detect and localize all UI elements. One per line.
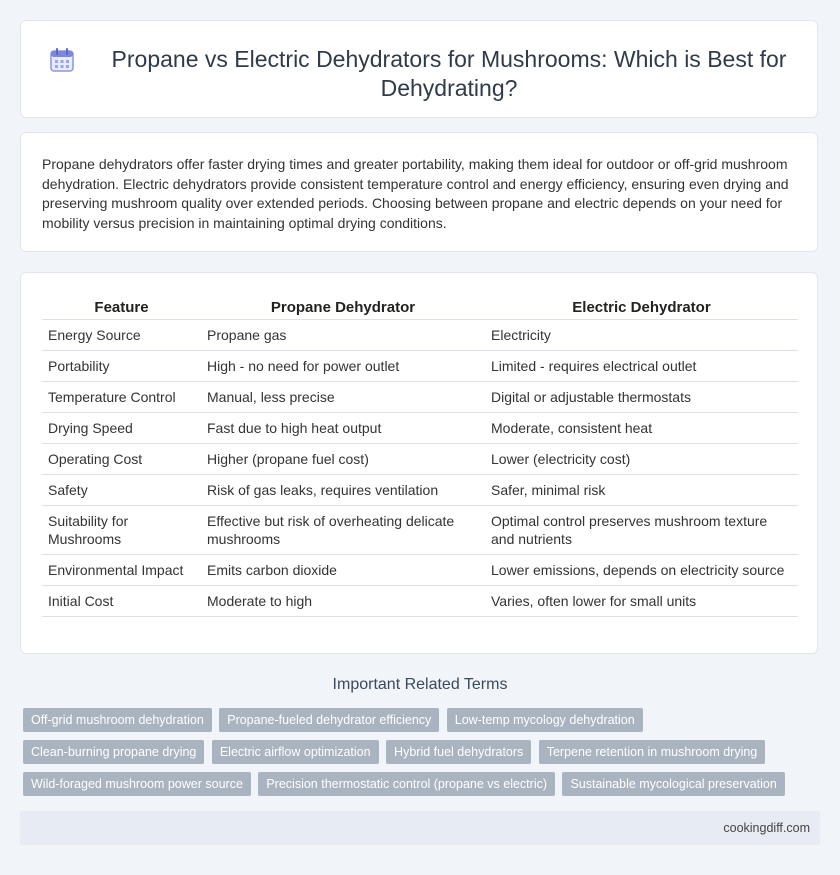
propane-cell: Effective but risk of overheating delicate mushrooms (201, 506, 485, 555)
related-terms-list (23, 708, 813, 804)
related-terms-heading: Important Related Terms (332, 676, 508, 693)
electric-cell: Optimal control preserves mushroom texture and nutrients (485, 506, 798, 555)
table-row (42, 475, 798, 506)
footer-site-link[interactable]: cookingdiff.com (723, 821, 810, 835)
propane-cell: Propane gas (201, 320, 485, 351)
propane-cell: Moderate to high (201, 586, 485, 617)
propane-cell: High - no need for power outlet (201, 351, 485, 382)
table-row (42, 586, 798, 617)
feature-cell: Suitability for Mushrooms (42, 506, 201, 555)
related-term-tag[interactable]: Clean-burning propane drying (23, 740, 204, 764)
intro-paragraph: Propane dehydrators offer faster drying times and greater portability, making them ideal for outdoor or off-grid mushroom dehydration. Electric dehydrators provide consistent temperature control and energy efficiency, ensuring even drying and preserving mushroom quality over extended periods. Choosing between propane and electric depends on your need for mobility versus precision in maintaining optimal drying conditions. (42, 156, 789, 231)
feature-cell: Temperature Control (42, 382, 201, 413)
related-term-tag[interactable]: Low-temp mycology dehydration (447, 708, 643, 732)
feature-cell: Operating Cost (42, 444, 201, 475)
feature-cell: Safety (42, 475, 201, 506)
table-header-row (42, 297, 798, 320)
related-term-tag[interactable]: Wild-foraged mushroom power source (23, 772, 251, 796)
table-row (42, 382, 798, 413)
table-row (42, 320, 798, 351)
electric-cell: Moderate, consistent heat (485, 413, 798, 444)
calendar-icon (49, 47, 75, 73)
table-row (42, 555, 798, 586)
electric-cell: Lower (electricity cost) (485, 444, 798, 475)
propane-cell: Fast due to high heat output (201, 413, 485, 444)
header-electric: Electric Dehydrator (485, 297, 798, 320)
intro-card (20, 132, 818, 252)
table-row (42, 506, 798, 555)
related-term-tag[interactable]: Electric airflow optimization (212, 740, 379, 764)
footer (20, 811, 820, 845)
electric-cell: Lower emissions, depends on electricity source (485, 555, 798, 586)
electric-cell: Limited - requires electrical outlet (485, 351, 798, 382)
feature-cell: Drying Speed (42, 413, 201, 444)
table-row (42, 351, 798, 382)
feature-cell: Initial Cost (42, 586, 201, 617)
feature-cell: Environmental Impact (42, 555, 201, 586)
related-term-tag[interactable]: Sustainable mycological preservation (562, 772, 784, 796)
table-row (42, 444, 798, 475)
feature-cell: Energy Source (42, 320, 201, 351)
related-term-tag[interactable]: Terpene retention in mushroom drying (539, 740, 766, 764)
table-row (42, 413, 798, 444)
electric-cell: Safer, minimal risk (485, 475, 798, 506)
propane-cell: Higher (propane fuel cost) (201, 444, 485, 475)
comparison-card (20, 272, 818, 654)
electric-cell: Digital or adjustable thermostats (485, 382, 798, 413)
electric-cell: Varies, often lower for small units (485, 586, 798, 617)
propane-cell: Risk of gas leaks, requires ventilation (201, 475, 485, 506)
header-propane: Propane Dehydrator (201, 297, 485, 320)
comparison-table (42, 297, 798, 617)
related-term-tag[interactable]: Hybrid fuel dehydrators (386, 740, 531, 764)
electric-cell: Electricity (485, 320, 798, 351)
propane-cell: Emits carbon dioxide (201, 555, 485, 586)
related-term-tag[interactable]: Off-grid mushroom dehydration (23, 708, 212, 732)
title-card (20, 20, 818, 118)
propane-cell: Manual, less precise (201, 382, 485, 413)
page-title: Propane vs Electric Dehydrators for Mushrooms: Which is Best for Dehydrating? (111, 46, 787, 101)
related-term-tag[interactable]: Propane-fueled dehydrator efficiency (219, 708, 439, 732)
feature-cell: Portability (42, 351, 201, 382)
related-term-tag[interactable]: Precision thermostatic control (propane vs electric) (258, 772, 555, 796)
header-feature: Feature (42, 297, 201, 320)
